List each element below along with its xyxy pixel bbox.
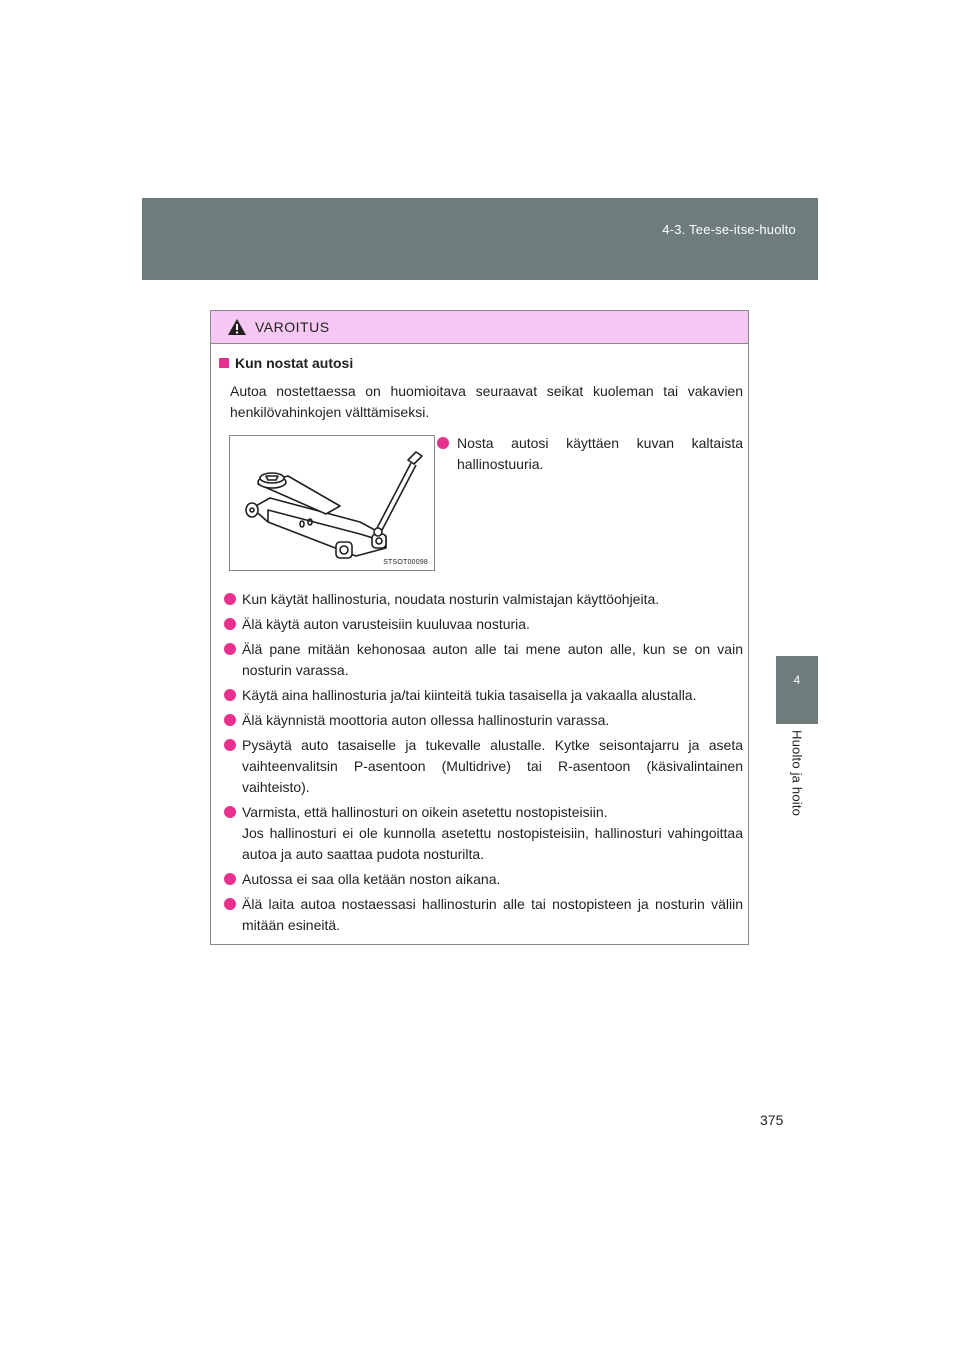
bullet-dot-icon	[224, 806, 236, 818]
list-item	[224, 894, 743, 936]
bullet-list	[224, 589, 743, 940]
list-item-text-continued: Jos hallinosturi ei ole kunnolla asetettu nostopisteisiin, hallinosturi vahingoittaa autoa ja auto saattaa pudota nosturilta.	[242, 825, 743, 862]
chapter-label	[776, 730, 818, 840]
chapter-tab[interactable]: 4	[776, 656, 818, 724]
list-item-text: Älä pane mitään kehonosaa auton alle tai mene auton alle, kun se on vain nosturin varassa.	[242, 641, 743, 678]
warning-box	[210, 310, 749, 945]
bullet-dot-icon	[224, 689, 236, 701]
bullet-dot-icon	[224, 593, 236, 605]
chapter-label-text: Huolto ja hoito	[789, 730, 805, 817]
square-bullet-icon	[219, 358, 229, 368]
bullet-dot-icon	[224, 898, 236, 910]
list-item-text: Käytä aina hallinosturia ja/tai kiinteitä tukia tasaisella ja vakaalla alustalla.	[242, 687, 697, 703]
section-heading-text: Kun nostat autosi	[235, 355, 354, 371]
figure-bullet-text: Nosta autosi käyttäen kuvan kaltaista hallinostuuria.	[457, 435, 743, 472]
list-item	[224, 639, 743, 681]
warning-header	[211, 311, 748, 344]
bullet-dot-icon	[224, 714, 236, 726]
bullet-dot-icon	[224, 618, 236, 630]
list-item-text: Varmista, että hallinosturi on oikein asetettu nostopisteisiin.	[242, 804, 608, 820]
list-item	[224, 685, 743, 706]
list-item	[224, 614, 743, 635]
header-band	[142, 198, 818, 280]
list-item-text: Kun käytät hallinosturia, noudata nosturin valmistajan käyttöohjeita.	[242, 591, 660, 607]
floor-jack-drawing	[230, 436, 434, 570]
page-number: 375	[760, 1112, 784, 1128]
list-item	[224, 710, 743, 731]
warning-triangle-icon	[227, 318, 247, 336]
list-item	[224, 869, 743, 890]
list-item-text: Älä käynnistä moottoria auton ollessa hallinosturin varassa.	[242, 712, 610, 728]
figure-code: STSOT00098	[383, 559, 428, 566]
figure-bullet	[457, 433, 743, 475]
list-item-text: Pysäytä auto tasaiselle ja tukevalle alustalle. Kytke seisontajarru ja aseta vaihteenvalitsin P-asentoon (Multidrive) tai R-asentoon (käsivalintainen vaihteisto).	[242, 737, 743, 795]
list-item-text: Älä laita autoa nostaessasi hallinosturin alle tai nostopisteen ja nosturin väliin mitään esineitä.	[242, 896, 743, 933]
list-item	[224, 802, 743, 865]
section-breadcrumb: 4-3. Tee-se-itse-huolto	[662, 222, 796, 237]
intro-paragraph: Autoa nostettaessa on huomioitava seuraavat seikat kuoleman tai vakavien henkilövahinkojen välttämiseksi.	[230, 383, 743, 420]
list-item-text: Älä käytä auton varusteisiin kuuluvaa nosturia.	[242, 616, 530, 632]
bullet-dot-icon	[224, 643, 236, 655]
bullet-dot-icon	[437, 437, 449, 449]
bullet-dot-icon	[224, 873, 236, 885]
list-item	[224, 735, 743, 798]
list-item	[224, 589, 743, 610]
bullet-dot-icon	[224, 739, 236, 751]
floor-jack-illustration	[229, 435, 435, 571]
list-item-text: Autossa ei saa olla ketään noston aikana.	[242, 871, 501, 887]
warning-title: VAROITUS	[255, 319, 330, 335]
section-heading	[219, 355, 353, 371]
